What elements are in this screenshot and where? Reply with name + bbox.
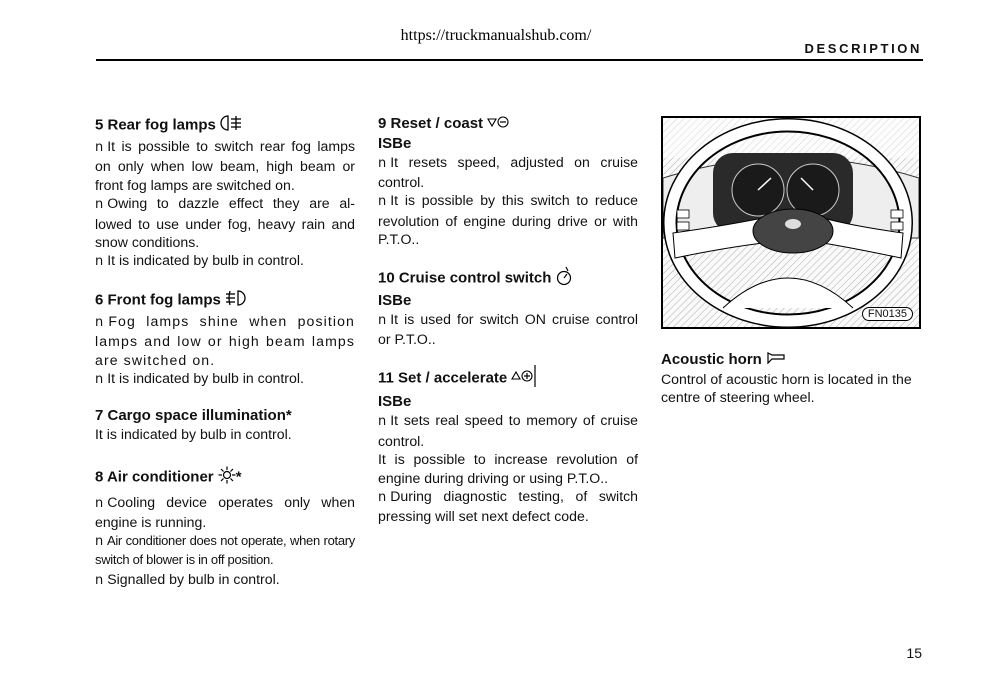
air-conditioner-icon [218,466,236,489]
list-item: n It is indicated by bulb in control. [95,370,304,388]
list-item: n It is used for switch ON cruise control or P.T.O.. [378,310,638,347]
horn-icon [766,351,786,370]
heading-air-conditioner: 8 Air conditioner * [95,466,355,489]
header-rule [96,59,923,61]
list-item: n Cooling device operates only when engine is running. [95,493,355,531]
front-fog-lamp-icon [225,289,247,312]
steering-wheel-drawing [663,118,919,327]
heading-acoustic-horn: Acoustic horn [661,350,923,370]
paragraph: Control of acoustic horn is located in the centre of steering wheel. [661,370,912,405]
column-1 [95,114,355,590]
coast-minus-icon [487,115,509,134]
cruise-control-icon [556,266,572,291]
list-item: n Air conditioner does not operate, when rotary switch of blower is in off position. [95,532,355,568]
section-title: DESCRIPTION [804,41,922,56]
subheading-isbe: ISBe [378,291,412,309]
rear-fog-lamp-icon [220,114,242,137]
list-item: n During diagnostic testing, of switch pressing will set next defect code. [378,488,638,525]
heading-rear-fog-lamps: 5 Rear fog lamps [95,114,355,137]
steering-wheel-illustration [661,116,921,329]
list-item: n It sets real speed to memory of cruise control. [378,412,638,449]
page-number: 15 [906,645,922,661]
figure-label: FN0135 [862,307,913,321]
heading-cargo-space-illumination: 7 Cargo space illumination* [95,407,292,425]
subheading-isbe: ISBe [378,134,412,152]
list-item: n It is possible to switch rear fog lamps on only when low beam, high beam or front fog lamps are switched on. [95,138,355,193]
list-item: n Fog lamps shine when position lamps and low or high beam lamps are switched on. [95,312,355,368]
heading-reset-coast: 9 Reset / coast [378,114,638,134]
heading-cruise-control-switch: 10 Cruise control switch [378,266,638,291]
list-item: n It is possible by this switch to reduce revolution of engine during drive or with P.T.O.. [378,192,638,248]
heading-set-accelerate: 11 Set / accelerate [378,365,638,392]
accelerate-plus-icon [511,365,537,392]
column-2 [378,114,638,526]
list-item: n Signalled by bulb in control. [95,570,280,588]
list-item: n Owing to dazzle effect they are al-lowed to use under fog, heavy rain and snow conditions. [95,195,355,251]
source-url: https://truckmanualshub.com/ [400,27,592,44]
list-item: n It is indicated by bulb in control. [95,252,304,270]
list-item: n It resets speed, adjusted on cruise control. [378,153,638,190]
paragraph: It is possible to increase revolution of engine during driving or using P.T.O.. [378,451,638,486]
column-3 [661,350,923,406]
heading-front-fog-lamps: 6 Front fog lamps [95,289,355,312]
subheading-isbe: ISBe [378,393,412,411]
paragraph: It is indicated by bulb in control. [95,426,292,443]
